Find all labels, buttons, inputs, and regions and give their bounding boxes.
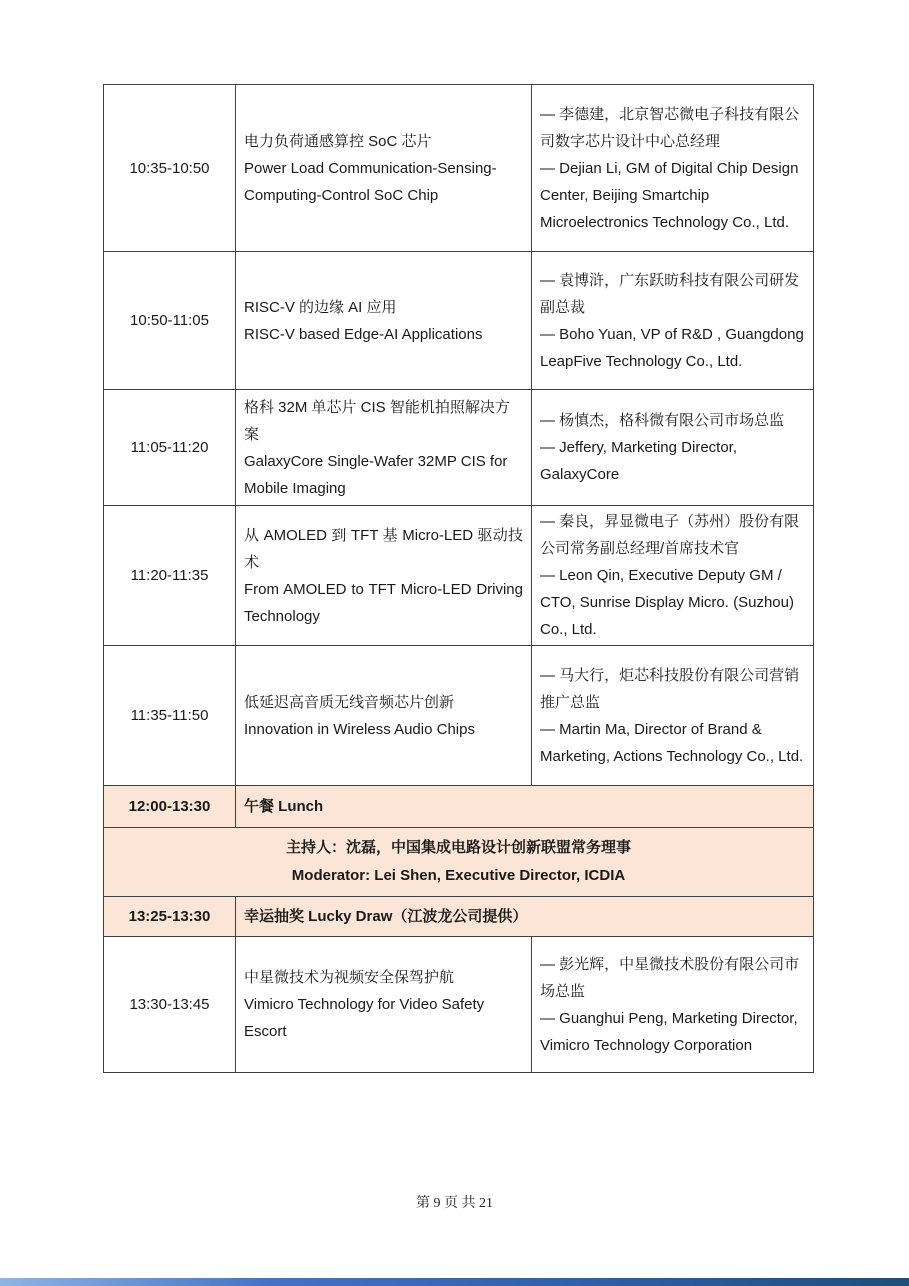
session-topic (236, 506, 532, 646)
session-time: 11:05-11:20 (104, 390, 236, 506)
speaker-zh: — 杨慎杰，格科微有限公司市场总监 (540, 412, 785, 429)
topic-zh: 中星微技术为视频安全保驾护航 (244, 969, 455, 986)
speaker-zh: — 秦良，昇显微电子（苏州）股份有限公司常务副总经理/首席技术官 (540, 513, 800, 557)
table-row-session-4 (104, 506, 814, 646)
session-time: 10:35-10:50 (104, 85, 236, 252)
table-row-lucky-draw (104, 897, 814, 937)
session-speaker (532, 252, 814, 390)
session-topic (236, 252, 532, 390)
speaker-zh: — 李德建，北京智芯微电子科技有限公司数字芯片设计中心总经理 (540, 105, 800, 150)
session-time: 10:50-11:05 (104, 252, 236, 390)
topic-zh: 电力负荷通感算控 SoC 芯片 (244, 132, 432, 150)
agenda-table (103, 84, 814, 1073)
topic-zh: 低延迟高音质无线音频芯片创新 (244, 693, 455, 711)
lucky-draw-label: 幸运抽奖 Lucky Draw（江波龙公司提供） (236, 897, 814, 937)
table-row-session-3 (104, 390, 814, 506)
speaker-en: — Guanghui Peng, Marketing Director, Vimicro Technology Corporation (540, 1009, 798, 1054)
topic-en: From AMOLED to TFT Micro-LED Driving Technology (244, 580, 523, 625)
moderator-line-zh: 主持人：沈磊，中国集成电路设计创新联盟常务理事 (285, 839, 631, 856)
speaker-en: — Dejian Li, GM of Digital Chip Design Center, Beijing Smartchip Microelectronics Technology Co., Ltd. (540, 159, 799, 231)
page-number-footer: 第 9 页 共 21 (416, 1196, 493, 1211)
session-speaker (532, 390, 814, 506)
topic-en: GalaxyCore Single-Wafer 32MP CIS for Mobile Imaging (244, 452, 508, 497)
bottom-blue-bar (0, 1278, 909, 1286)
session-time: 13:30-13:45 (104, 937, 236, 1073)
table-row-session-2 (104, 252, 814, 390)
moderator-cell (104, 828, 814, 897)
session-topic (236, 646, 532, 786)
session-topic (236, 390, 532, 506)
speaker-zh: — 袁博浒，广东跃昉科技有限公司研发副总裁 (540, 271, 800, 316)
speaker-zh: — 彭光辉，中星微技术股份有限公司市场总监 (540, 955, 800, 1000)
speaker-en: — Jeffery, Marketing Director, GalaxyCore (540, 439, 738, 483)
topic-en: RISC-V based Edge-AI Applications (244, 325, 483, 343)
topic-en: Power Load Communication-Sensing-Computing-Control SoC Chip (244, 159, 497, 204)
moderator-line-en: Moderator: Lei Shen, Executive Director, ICDIA (291, 867, 626, 884)
session-speaker (532, 85, 814, 252)
topic-en: Innovation in Wireless Audio Chips (244, 720, 475, 738)
session-speaker (532, 506, 814, 646)
topic-zh: 从 AMOLED 到 TFT 基 Micro-LED 驱动技术 (244, 526, 523, 571)
session-topic (236, 85, 532, 252)
speaker-en: — Boho Yuan, VP of R&D , Guangdong LeapFive Technology Co., Ltd. (540, 325, 804, 370)
lucky-draw-time: 13:25-13:30 (104, 897, 236, 937)
lunch-time: 12:00-13:30 (104, 786, 236, 828)
table-row-session-1 (104, 85, 814, 252)
session-time: 11:35-11:50 (104, 646, 236, 786)
session-speaker (532, 646, 814, 786)
session-time: 11:20-11:35 (104, 506, 236, 646)
table-row-session-5 (104, 646, 814, 786)
session-speaker (532, 937, 814, 1073)
topic-zh: RISC-V 的边缘 AI 应用 (244, 298, 397, 316)
speaker-en: — Martin Ma, Director of Brand & Marketing, Actions Technology Co., Ltd. (540, 720, 804, 765)
agenda-table-wrapper (103, 84, 814, 1073)
speaker-en: — Leon Qin, Executive Deputy GM / CTO, Sunrise Display Micro. (Suzhou) Co., Ltd. (540, 567, 794, 638)
lunch-label: 午餐 Lunch (236, 786, 814, 828)
topic-zh: 格科 32M 单芯片 CIS 智能机拍照解决方案 (244, 398, 510, 443)
session-topic (236, 937, 532, 1073)
table-row-moderator (104, 828, 814, 897)
speaker-zh: — 马大行，炬芯科技股份有限公司营销推广总监 (540, 666, 800, 711)
topic-en: Vimicro Technology for Video Safety Escort (244, 996, 485, 1040)
table-row-lunch (104, 786, 814, 828)
table-row-session-6 (104, 937, 814, 1073)
